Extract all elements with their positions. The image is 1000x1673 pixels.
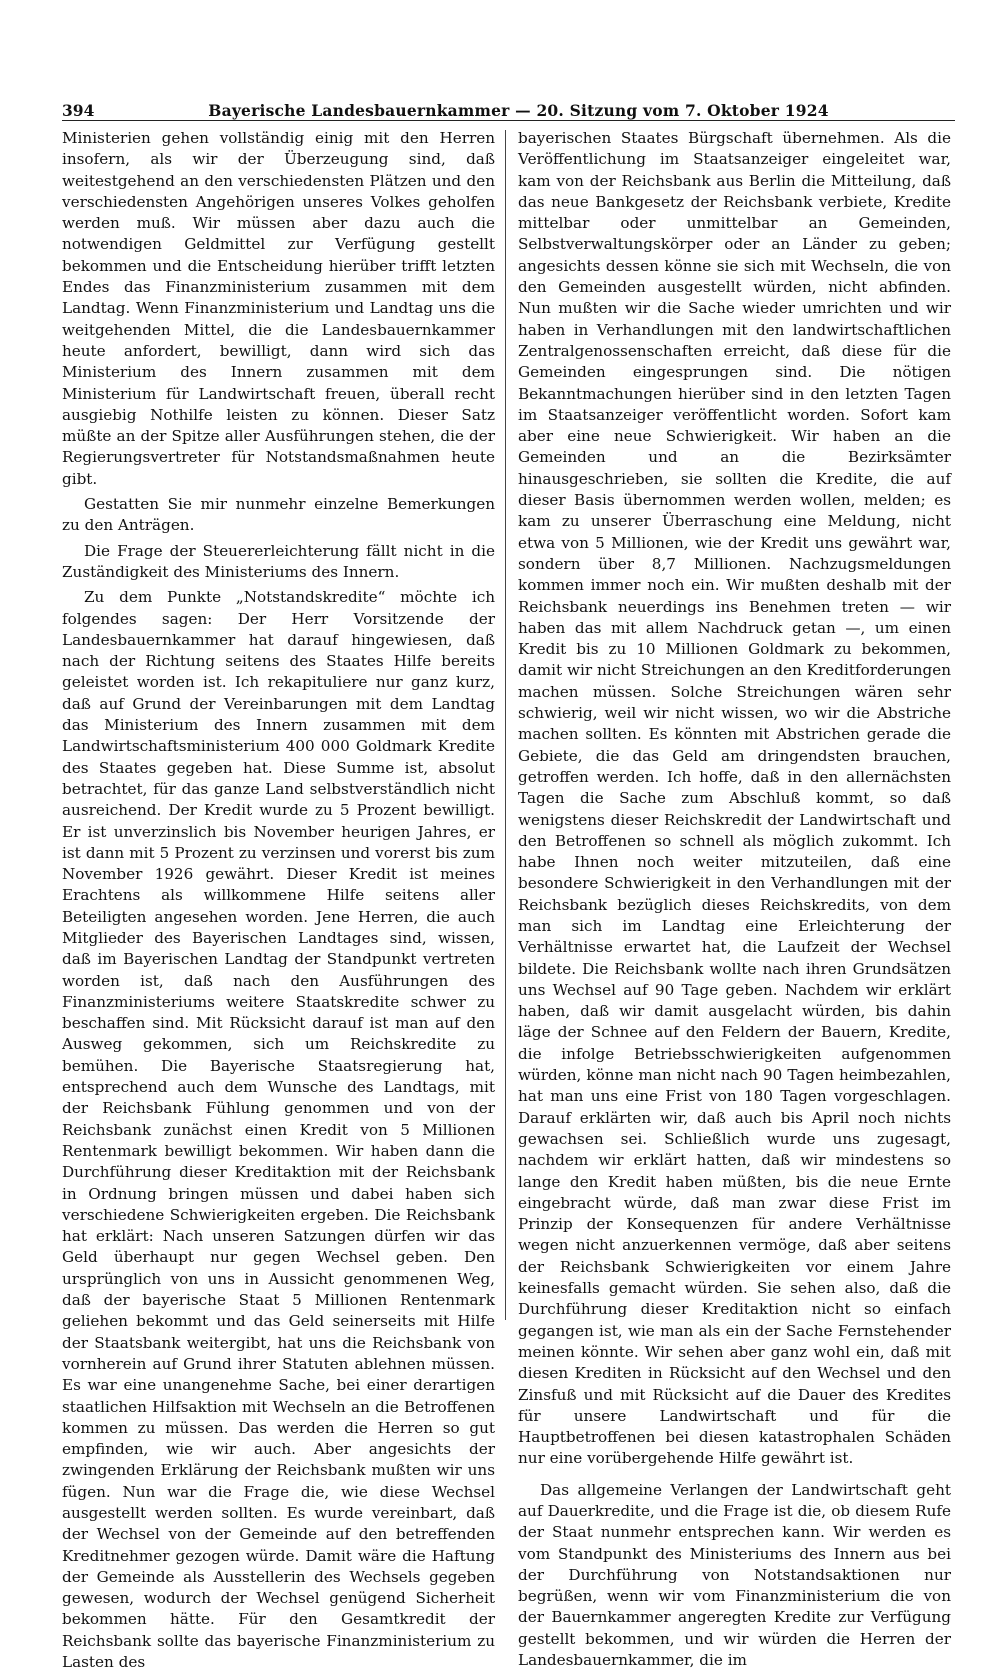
paragraph: bayerischen Staates Bürgschaft übernehmen. Als die Veröffentlichung im Staatsanzeiger eingeleitet war, kam von der Reichsbank aus Berlin die Mitteilung, daß das neue Bankgesetz der Reichsbank verbiete, Kredite mittelbar oder unmittelbar an Gemeinden, Selbstverwaltungskörper oder an Länder zu geben; angesichts dessen könne sie sich mit Wechseln, die von den Gemeinden ausgestellt würden, nicht abfinden. Nun mußten wir die Sache wieder umrichten und wir haben in Verhandlungen mit den landwirtschaftlichen Zentralgenossenschaften erreicht, daß diese für die Gemeinden eingesprungen sind. Die nötigen Bekanntmachungen hierüber sind in den letzten Tagen im Staatsanzeiger veröffentlicht worden. Sofort kam aber eine neue Schwierigkeit. Wir haben an die Gemeinden und an die Bezirksämter hinausgeschrieben, sie sollten die Kredite, die auf dieser Basis übernommen werden wollen, melden; es kam zu unserer Überraschung eine Meldung, nicht etwa von 5 Millionen, wie der Kredit uns gewährt war, sondern über 8,7 Millionen. Nachzugsmeldungen kommen immer noch ein. Wir mußten deshalb mit der Reichsbank neuerdings ins Benehmen treten — wir haben das mit allem Nachdruck getan —, um einen Kredit bis zu 10 Millionen Goldmark zu bekommen, damit wir nicht Streichungen an den Kreditforderungen machen müssen. Solche Streichungen wären sehr schwierig, weil wir nicht wissen, wo wir die Abstriche machen sollten. Es könnten mit Abstrichen gerade die Gebiete, die das Geld am dringendsten brauchen, getroffen werden. Ich hoffe, daß in den allernächsten Tagen die Sache zum Abschluß kommt, so daß wenigstens dieser Reichskredit der Landwirtschaft und den Betroffenen so schnell als möglich zukommt. Ich habe Ihnen noch weiter mitzuteilen, daß eine besondere Schwierigkeit in den Verhandlungen mit der Reichsbank bezüglich dieses Reichskredits, von dem man sich im Landtag eine Erleichterung der Verhältnisse erwartet hat, die Laufzeit der Wechsel bildete. Die Reichsbank wollte nach ihren Grundsätzen uns Wechsel auf 90 Tage geben. Nachdem wir erklärt haben, daß wir damit ausgelacht würden, bis dahin läge der Schnee auf den Feldern der Bauern, Kredite, die infolge Betriebsschwierigkeiten aufgenommen würden, könne man nicht nach 90 Tagen heimbezahlen, hat man uns eine Frist von 180 Tagen vorgeschlagen. Darauf erklärten wir, daß auch bis April noch nichts gewachsen sei. Schließlich wurde uns zugesagt, nachdem wir erklärt hatten, daß wir mindestens so lange den Kredit haben müßten, bis die neue Ernte eingebracht würde, daß man zwar diese Frist im Prinzip der Konsequenzen für andere Verhältnisse wegen nicht anzuerkennen vermöge, daß aber seitens der Reichsbank Schwierigkeiten vor einem Jahre keinesfalls gemacht würden. Sie sehen also, daß die Durchführung dieser Kreditaktion nicht so einfach gegangen ist, wie man als ein der Sache Fernstehender meinen könnte. Wir sehen aber ganz wohl ein, daß mit diesen Krediten in Rücksicht auf den Wechsel und den Zinsfuß und mit Rücksicht auf die Dauer des Kredites für unsere Landwirtschaft und für die Hauptbetroffenen bei diesen katastrophalen Schäden nur eine vorübergehende Hilfe gewährt ist. [518, 129, 951, 1468]
left-column [62, 128, 495, 1672]
page-number: 394 [62, 101, 95, 120]
paragraph: Ministerien gehen vollständig einig mit den Herren insofern, als wir der Überzeugung sind, daß weitestgehend an den verschiedensten Plätzen und den verschiedensten Angehörigen unseres Volkes geholfen werden muß. Wir müssen aber dazu auch die notwendigen Geldmittel zur Verfügung gestellt bekommen und die Entscheidung hierüber trifft letzten Endes das Finanzministerium zusammen mit dem Landtag. Wenn Finanzministerium und Landtag uns die weitgehenden Mittel, die die Landesbauernkammer heute anfordert, bewilligt, dann wird sich das Ministerium des Innern zusammen mit dem Ministerium für Landwirtschaft freuen, überall recht ausgiebig Nothilfe leisten zu können. Dieser Satz müßte an der Spitze aller Ausführungen stehen, die der Regierungsvertreter für Notstandsmaßnahmen heute gibt. [62, 129, 495, 488]
paragraph: Das allgemeine Verlangen der Landwirtschaft geht auf Dauerkredite, und die Frage ist die, ob diesem Rufe der Staat nunmehr entsprechen kann. Wir werden es vom Standpunkt des Ministeriums des Innern aus bei der Durchführung von Notstandsaktionen nur begrüßen, wenn wir vom Finanzministerium die von der Bauernkammer angeregten Kredite zur Verfügung gestellt bekommen, und wir würden die Herren der Landesbauernkammer, die im [518, 1480, 951, 1670]
paragraph: Zu dem Punkte „Notstandskredite“ möchte ich folgendes sagen: Der Herr Vorsitzende der Landesbauernkammer hat darauf hingewiesen, daß nach der Richtung seitens des Staates Hilfe bereits geleistet worden ist. Ich rekapituliere nur ganz kurz, daß auf Grund der Vereinbarungen mit dem Landtag das Ministerium des Innern zusammen mit dem Landwirtschaftsministerium 400 000 Goldmark Kredite des Staates gegeben hat. Diese Summe ist, absolut betrachtet, für das ganze Land selbstverständlich nicht ausreichend. Der Kredit wurde zu 5 Prozent bewilligt. Er ist unverzinslich bis November heurigen Jahres, er ist dann mit 5 Prozent zu verzinsen und vorerst bis zum November 1926 gewährt. Dieser Kredit ist meines Erachtens als willkommene Hilfe seitens aller Beteiligten angesehen worden. Jene Herren, die auch Mitglieder des Bayerischen Landtages sind, wissen, daß im Bayerischen Landtag der Standpunkt vertreten worden ist, daß nach den Ausführungen des Finanzministeriums weitere Staatskredite schwer zu beschaffen sind. Mit Rücksicht darauf ist man auf den Ausweg gekommen, sich um Reichskredite zu bemühen. Die Bayerische Staatsregierung hat, entsprechend auch dem Wunsche des Landtags, mit der Reichsbank Fühlung genommen und von der Reichsbank zunächst einen Kredit von 5 Millionen Rentenmark bewilligt bekommen. Wir haben dann die Durchführung dieser Kreditaktion mit der Reichsbank in Ordnung bringen müssen und dabei haben sich verschiedene Schwierigkeiten ergeben. Die Reichsbank hat erklärt: Nach unseren Satzungen dürfen wir das Geld überhaupt nur gegen Wechsel geben. Den ursprünglich von uns in Aussicht genommenen Weg, daß der bayerische Staat 5 Millionen Rentenmark geliehen bekommt und das Geld seinerseits mit Hilfe der Staatsbank weitergibt, hat uns die Reichsbank von vornherein auf Grund ihrer Statuten ablehnen müssen. Es war eine unangenehme Sache, bei einer derartigen staatlichen Hilfsaktion mit Wechseln an die Betroffenen kommen zu müssen. Das werden die Herren so gut empfinden, wie wir auch. Aber angesichts der zwingenden Erklärung der Reichsbank mußten wir uns fügen. Nun war die Frage die, wie diese Wechsel ausgestellt werden sollten. Es wurde vereinbart, daß der Wechsel von der Gemeinde auf den betreffenden Kreditnehmer gezogen würde. Damit wäre die Haftung der Gemeinde als Ausstellerin des Wechsels gegeben gewesen, wodurch der Wechsel genügend Sicherheit bekommen hätte. Für den Gesamtkredit der Reichsbank sollte das bayerische Finanzministerium zu Lasten des [62, 588, 495, 1672]
page-header [62, 96, 955, 121]
paragraph: Gestatten Sie mir nunmehr einzelne Bemerkungen zu den Anträgen. [62, 495, 495, 535]
column-divider [505, 130, 506, 1320]
right-column [518, 128, 951, 1670]
running-title: Bayerische Landesbauernkammer — 20. Sitzung vom 7. Oktober 1924 [208, 101, 829, 120]
paragraph: Die Frage der Steuererleichterung fällt nicht in die Zuständigkeit des Ministeriums des Innern. [62, 541, 495, 581]
